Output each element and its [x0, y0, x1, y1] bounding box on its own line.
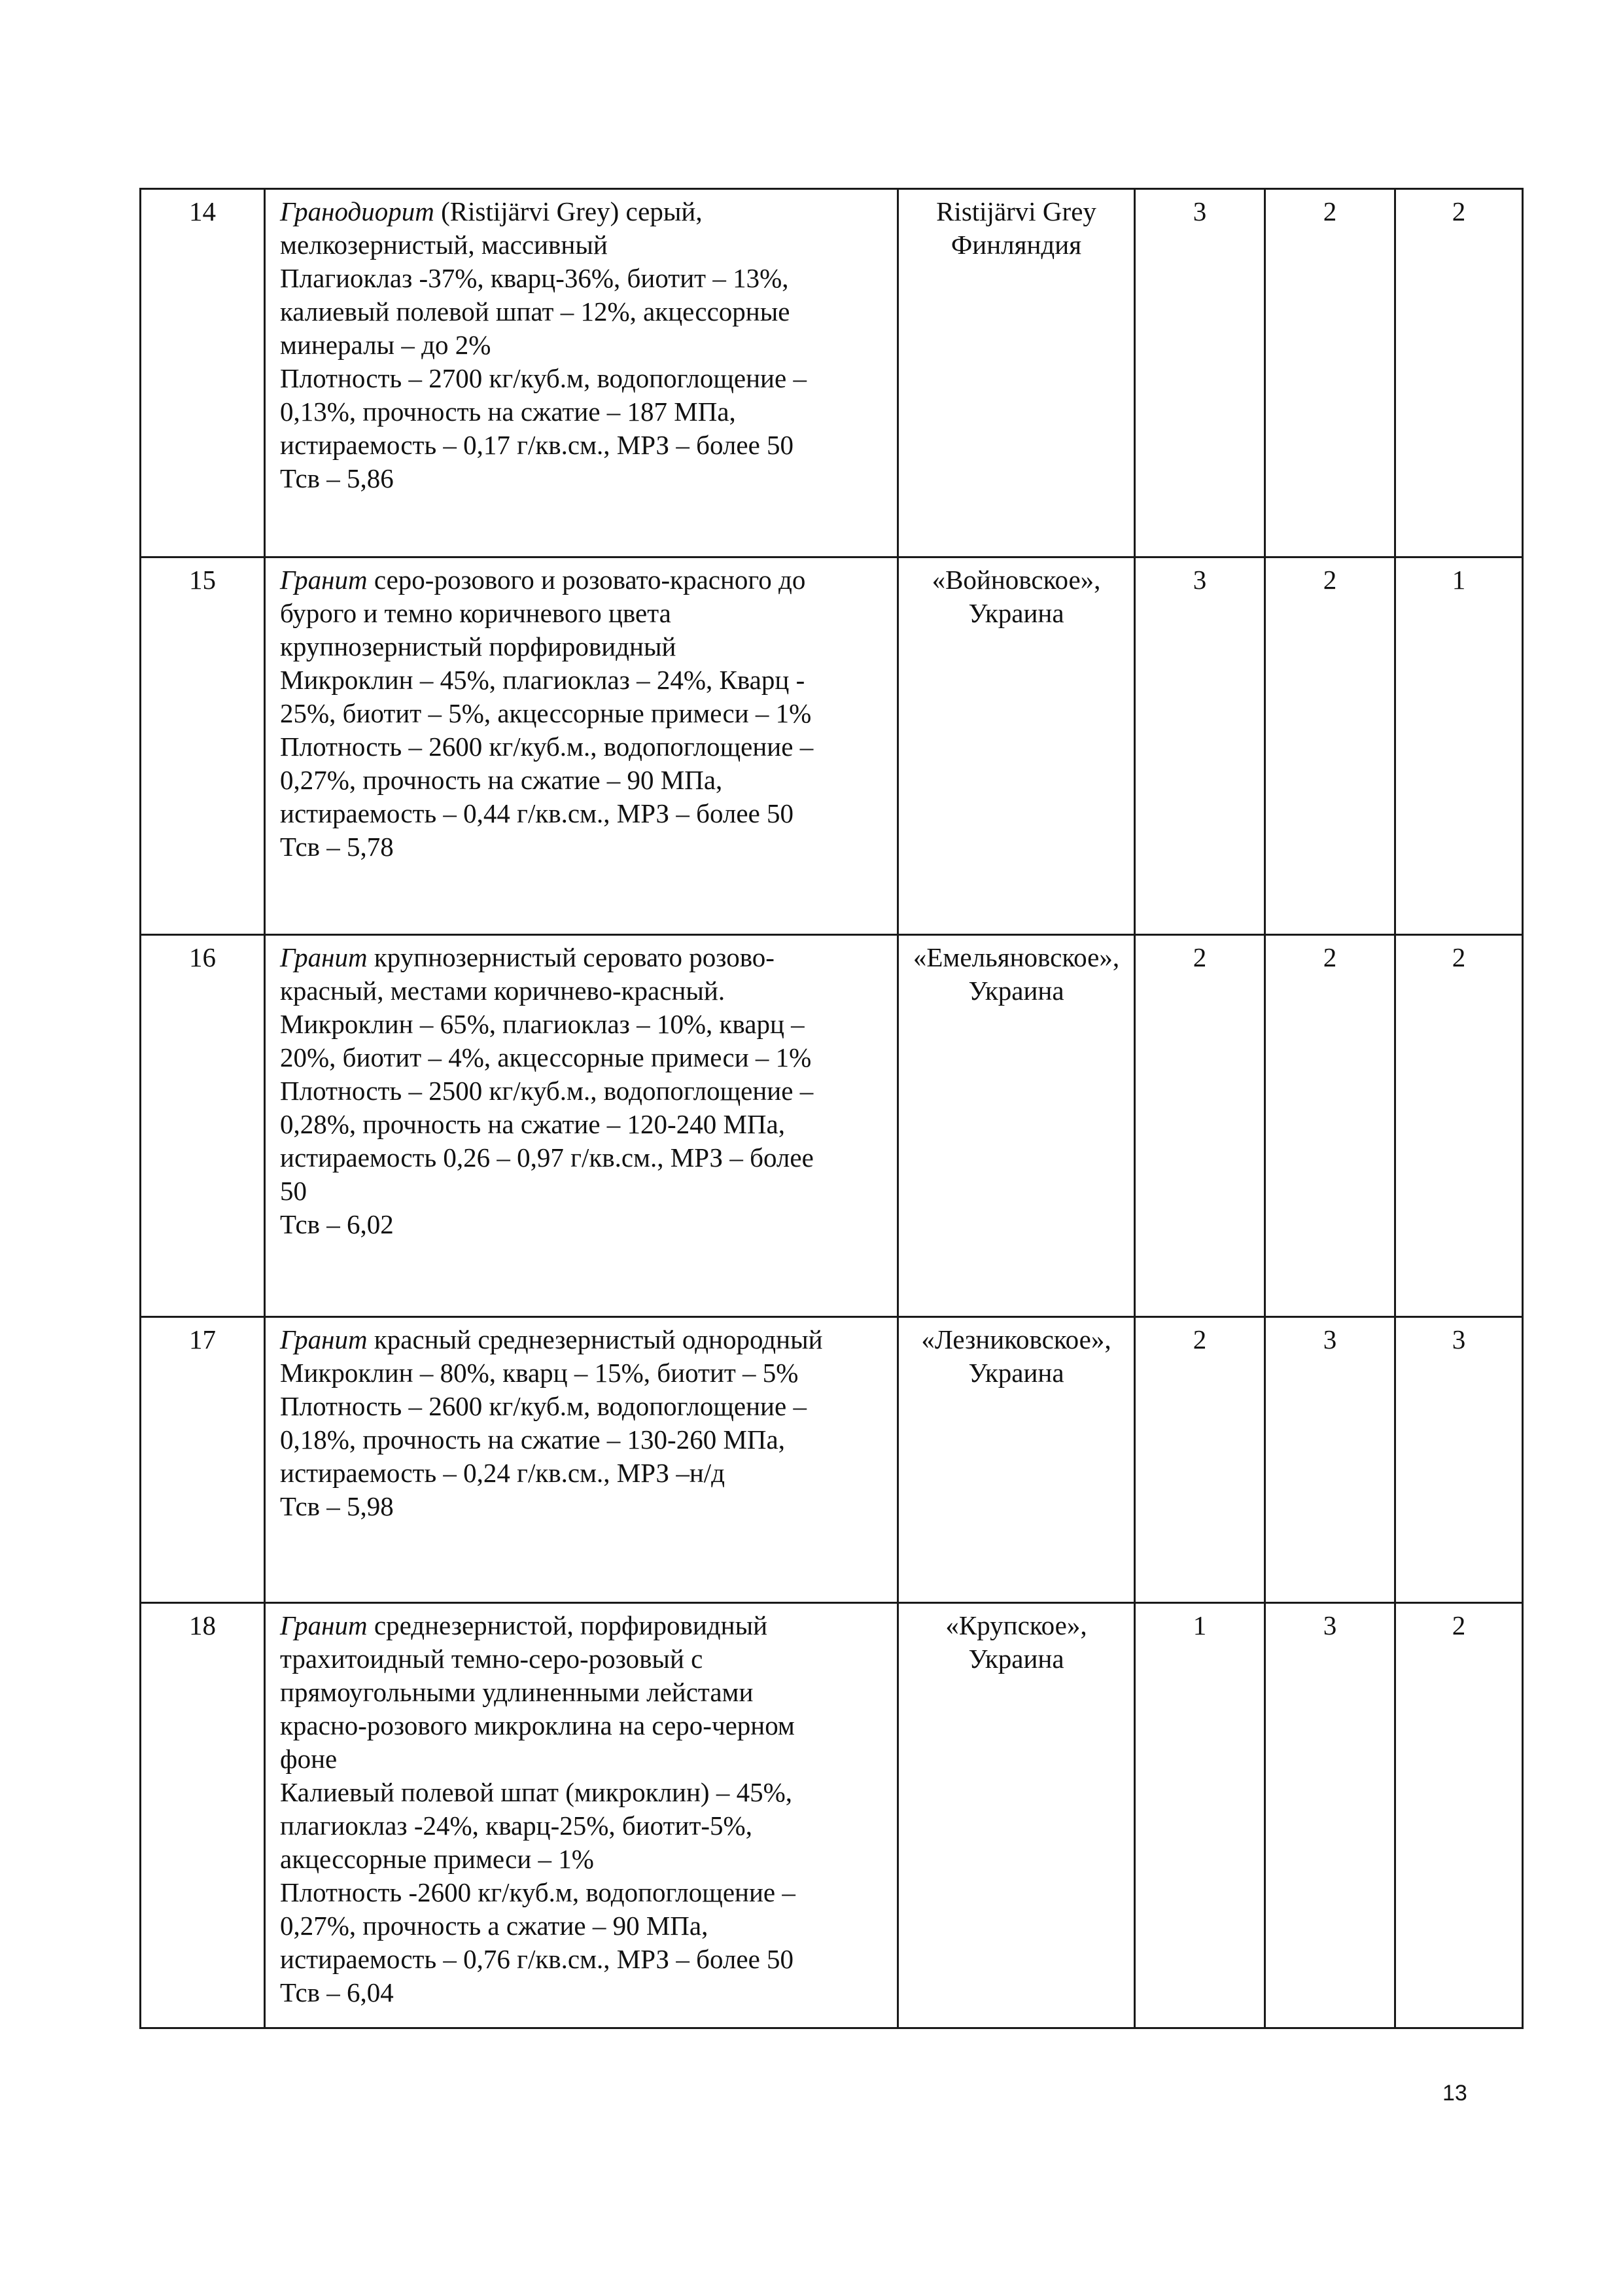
score-1: 2 — [1135, 935, 1265, 1317]
first-line-text: (Ristijärvi Grey) серый, — [434, 196, 703, 226]
origin — [898, 189, 1135, 557]
score-3: 2 — [1395, 1603, 1523, 2028]
stone-description — [265, 557, 898, 935]
description-first-line — [280, 941, 889, 974]
score-3: 2 — [1395, 189, 1523, 557]
rock-type: Гранит — [280, 1324, 368, 1354]
description-line: 50 — [280, 1176, 307, 1206]
score-1: 1 — [1135, 1603, 1265, 2028]
table-row — [141, 557, 1523, 935]
description-line: 0,13%, прочность на сжатие – 187 МПа, — [280, 397, 736, 427]
quarry-name: Ristijärvi Grey — [936, 196, 1096, 226]
table-row — [141, 189, 1523, 557]
description-line: 0,27%, прочность на сжатие – 90 МПа, — [280, 765, 723, 795]
description-line: плагиоклаз -24%, кварц-25%, биотит-5%, — [280, 1810, 752, 1841]
description-first-line — [280, 563, 889, 597]
description-line: бурого и темно коричневого цвета — [280, 598, 671, 628]
description-first-line — [280, 195, 889, 228]
description-line: минералы – до 2% — [280, 330, 491, 360]
score-3: 1 — [1395, 557, 1523, 935]
score-1: 2 — [1135, 1317, 1265, 1603]
description-line: красный, местами коричнево-красный. — [280, 976, 725, 1006]
description-line: прямоугольными удлиненными лейстами — [280, 1677, 754, 1707]
description-line: истираемость – 0,44 г/кв.см., МРЗ – более 50 — [280, 798, 794, 828]
score-1: 3 — [1135, 557, 1265, 935]
table-row — [141, 1317, 1523, 1603]
description-line: Плотность -2600 кг/куб.м, водопоглощение – — [280, 1877, 795, 1907]
rock-type: Гранит — [280, 1610, 368, 1640]
description-line: 25%, биотит – 5%, акцессорные примеси – 1% — [280, 698, 812, 728]
origin — [898, 557, 1135, 935]
quarry-name: «Лезниковское», — [921, 1324, 1111, 1354]
description-line: истираемость 0,26 – 0,97 г/кв.см., МРЗ – более — [280, 1142, 814, 1173]
description-line: трахитоидный темно-серо-розовый с — [280, 1644, 703, 1674]
score-3: 2 — [1395, 935, 1523, 1317]
description-line: 0,27%, прочность а сжатие – 90 МПа, — [280, 1911, 708, 1941]
country: Украина — [968, 976, 1064, 1006]
description-line: 0,18%, прочность на сжатие – 130-260 МПа, — [280, 1424, 785, 1455]
description-line: истираемость – 0,76 г/кв.см., МРЗ – более 50 — [280, 1944, 794, 1974]
origin — [898, 1317, 1135, 1603]
stone-table — [139, 188, 1524, 2029]
page-number: 13 — [1442, 2081, 1467, 2106]
stone-description — [265, 189, 898, 557]
description-line: Плотность – 2500 кг/куб.м., водопоглощение – — [280, 1076, 814, 1106]
description-first-line — [280, 1609, 889, 1642]
table-row — [141, 935, 1523, 1317]
first-line-text: красный среднезернистый однородный — [367, 1324, 823, 1354]
description-line: Калиевый полевой шпат (микроклин) – 45%, — [280, 1777, 792, 1807]
stone-description — [265, 935, 898, 1317]
description-line: Микроклин – 45%, плагиоклаз – 24%, Кварц - — [280, 665, 805, 695]
description-line: мелкозернистый, массивный — [280, 230, 608, 260]
description-line: 20%, биотит – 4%, акцессорные примеси – 1% — [280, 1042, 812, 1072]
first-line-text: среднезернистой, порфировидный — [367, 1610, 768, 1640]
description-line: Плотность – 2700 кг/куб.м, водопоглощение – — [280, 363, 807, 393]
description-line: Микроклин – 80%, кварц – 15%, биотит – 5% — [280, 1358, 799, 1388]
description-line: красно-розового микроклина на серо-черном — [280, 1710, 795, 1740]
description-line: Тсв – 5,78 — [280, 832, 394, 862]
description-line: Тсв – 6,04 — [280, 1977, 394, 2007]
country: Украина — [968, 1644, 1064, 1674]
rock-type: Гранит — [280, 942, 368, 972]
first-line-text: крупнозернистый серовато розово- — [367, 942, 775, 972]
rock-type: Гранодиорит — [280, 196, 434, 226]
description-line: Тсв – 5,98 — [280, 1491, 394, 1521]
description-line: истираемость – 0,17 г/кв.см., МРЗ – более 50 — [280, 430, 794, 460]
description-first-line — [280, 1323, 889, 1356]
score-2: 2 — [1265, 557, 1395, 935]
description-line: 0,28%, прочность на сжатие – 120-240 МПа, — [280, 1109, 785, 1139]
description-line: Плотность – 2600 кг/куб.м., водопоглощение – — [280, 732, 814, 762]
quarry-name: «Емельяновское», — [913, 942, 1120, 972]
description-line: калиевый полевой шпат – 12%, акцессорные — [280, 296, 790, 327]
description-line: Тсв – 6,02 — [280, 1209, 394, 1239]
description-line: Микроклин – 65%, плагиоклаз – 10%, кварц – — [280, 1009, 805, 1039]
stone-description — [265, 1317, 898, 1603]
row-number: 16 — [141, 935, 265, 1317]
first-line-text: серо-розового и розовато-красного до — [367, 565, 806, 595]
rock-type: Гранит — [280, 565, 368, 595]
description-line: истираемость – 0,24 г/кв.см., МРЗ –н/д — [280, 1458, 725, 1488]
score-2: 3 — [1265, 1317, 1395, 1603]
description-line: крупнозернистый порфировидный — [280, 631, 676, 662]
score-2: 2 — [1265, 189, 1395, 557]
row-number: 15 — [141, 557, 265, 935]
description-line: Плотность – 2600 кг/куб.м, водопоглощение – — [280, 1391, 807, 1421]
country: Украина — [968, 1358, 1064, 1388]
country: Украина — [968, 598, 1064, 628]
row-number: 14 — [141, 189, 265, 557]
score-2: 2 — [1265, 935, 1395, 1317]
origin — [898, 935, 1135, 1317]
origin — [898, 1603, 1135, 2028]
row-number: 17 — [141, 1317, 265, 1603]
description-line: Тсв – 5,86 — [280, 463, 394, 493]
table-row — [141, 1603, 1523, 2028]
score-2: 3 — [1265, 1603, 1395, 2028]
score-1: 3 — [1135, 189, 1265, 557]
country: Финляндия — [951, 230, 1082, 260]
description-line: Плагиоклаз -37%, кварц-36%, биотит – 13%, — [280, 263, 789, 293]
quarry-name: «Войновское», — [932, 565, 1101, 595]
score-3: 3 — [1395, 1317, 1523, 1603]
quarry-name: «Крупское», — [945, 1610, 1087, 1640]
row-number: 18 — [141, 1603, 265, 2028]
description-line: акцессорные примеси – 1% — [280, 1844, 594, 1874]
stone-description — [265, 1603, 898, 2028]
description-line: фоне — [280, 1744, 338, 1774]
